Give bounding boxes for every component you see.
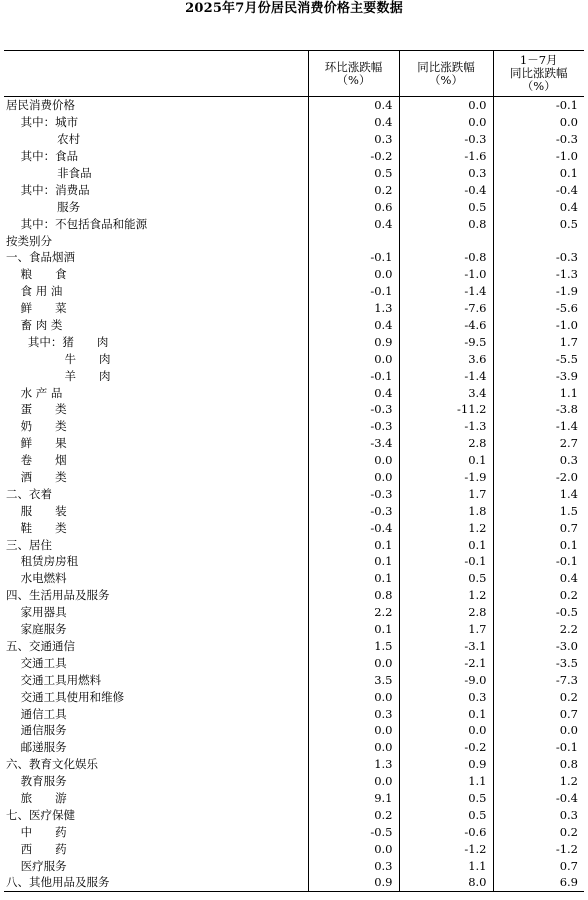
yoy-value: 1.2 — [399, 519, 493, 536]
row-label: 卷 烟 — [6, 453, 67, 468]
table-row — [4, 840, 584, 857]
row-label: 其中：不包括食品和能源 — [6, 216, 148, 231]
table-row — [4, 604, 584, 621]
mom-value: 0.1 — [308, 536, 399, 553]
ytd-value: -0.3 — [493, 131, 584, 148]
yoy-value: -0.8 — [399, 249, 493, 266]
yoy-value: 0.1 — [399, 536, 493, 553]
table-row — [4, 654, 584, 671]
table-row — [4, 266, 584, 283]
yoy-value: 0.3 — [399, 165, 493, 182]
table-row — [4, 621, 584, 638]
yoy-value: 0.0 — [399, 97, 493, 114]
mom-value: 0.5 — [308, 165, 399, 182]
row-label: 羊 肉 — [6, 368, 111, 383]
ytd-value: -0.1 — [493, 553, 584, 570]
mom-value: 0.3 — [308, 857, 399, 874]
mom-value: -0.5 — [308, 823, 399, 840]
mom-value: 0.1 — [308, 621, 399, 638]
ytd-value: 0.8 — [493, 756, 584, 773]
mom-value: 0.2 — [308, 806, 399, 823]
table-row — [4, 587, 584, 604]
yoy-value: 0.1 — [399, 705, 493, 722]
ytd-value: -7.3 — [493, 671, 584, 688]
yoy-value: 2.8 — [399, 604, 493, 621]
row-label: 鞋 类 — [6, 520, 67, 535]
mom-value: -0.2 — [308, 148, 399, 165]
table-row — [4, 181, 584, 198]
yoy-value: -0.2 — [399, 739, 493, 756]
yoy-value: -1.2 — [399, 840, 493, 857]
ytd-value: 0.4 — [493, 570, 584, 587]
row-label: 邮递服务 — [6, 740, 67, 755]
yoy-value: 0.8 — [399, 215, 493, 232]
mom-value: 0.6 — [308, 198, 399, 215]
mom-value: 2.2 — [308, 604, 399, 621]
ytd-value: 0.4 — [493, 198, 584, 215]
yoy-value: 1.7 — [399, 621, 493, 638]
row-label: 其中：城市 — [6, 115, 79, 130]
mom-value: 0.4 — [308, 114, 399, 131]
mom-value: 0.4 — [308, 317, 399, 334]
yoy-value: -1.0 — [399, 266, 493, 283]
yoy-value: 0.9 — [399, 756, 493, 773]
ytd-value — [493, 232, 584, 249]
table-row — [4, 570, 584, 587]
mom-value: 0.1 — [308, 553, 399, 570]
mom-value: 1.5 — [308, 638, 399, 655]
table-row — [4, 671, 584, 688]
ytd-value: 0.2 — [493, 688, 584, 705]
row-label: 其中：猪 肉 — [6, 334, 109, 349]
row-label: 粮 食 — [6, 267, 67, 282]
mom-value: 0.0 — [308, 350, 399, 367]
mom-value: 0.0 — [308, 469, 399, 486]
yoy-value: 1.2 — [399, 587, 493, 604]
yoy-value: 0.5 — [399, 198, 493, 215]
table-row — [4, 790, 584, 807]
table-row — [4, 874, 584, 891]
mom-value: 0.4 — [308, 384, 399, 401]
mom-value: 0.2 — [308, 181, 399, 198]
mom-value: 0.0 — [308, 773, 399, 790]
table-row — [4, 638, 584, 655]
ytd-value: -3.8 — [493, 401, 584, 418]
yoy-value: -9.0 — [399, 671, 493, 688]
row-label: 家庭服务 — [6, 622, 67, 637]
ytd-value: -0.4 — [493, 790, 584, 807]
yoy-value: 0.5 — [399, 570, 493, 587]
mom-value: 0.0 — [308, 840, 399, 857]
table-row — [4, 215, 584, 232]
yoy-value: -1.4 — [399, 367, 493, 384]
mom-value: -0.1 — [308, 367, 399, 384]
table-row — [4, 198, 584, 215]
ytd-value: -1.2 — [493, 840, 584, 857]
yoy-value: 0.0 — [399, 722, 493, 739]
table-row — [4, 435, 584, 452]
row-label: 一、食品烟酒 — [6, 250, 75, 265]
yoy-value: -9.5 — [399, 333, 493, 350]
table-row — [4, 249, 584, 266]
ytd-value: 0.2 — [493, 587, 584, 604]
header-mom: 环比涨跌幅 （%） — [308, 51, 399, 97]
ytd-value: 0.7 — [493, 857, 584, 874]
mom-value: 0.4 — [308, 215, 399, 232]
ytd-value: -0.4 — [493, 181, 584, 198]
table-row — [4, 131, 584, 148]
ytd-value: 0.7 — [493, 519, 584, 536]
row-label: 交通工具用燃料 — [6, 672, 102, 687]
yoy-value — [399, 232, 493, 249]
table-row — [4, 857, 584, 874]
mom-value: 0.0 — [308, 654, 399, 671]
mom-value: -0.1 — [308, 249, 399, 266]
yoy-value: -0.4 — [399, 181, 493, 198]
header-yoy: 同比涨跌幅 （%） — [399, 51, 493, 97]
ytd-value: 1.7 — [493, 333, 584, 350]
mom-value: 0.0 — [308, 739, 399, 756]
row-label: 八、其他用品及服务 — [4, 874, 308, 891]
row-label: 服 装 — [6, 503, 67, 518]
ytd-value: 2.7 — [493, 435, 584, 452]
mom-value: 0.9 — [308, 333, 399, 350]
yoy-value: 1.7 — [399, 485, 493, 502]
table-row — [4, 367, 584, 384]
yoy-value: 0.5 — [399, 806, 493, 823]
mom-value: 0.1 — [308, 570, 399, 587]
mom-value: -0.3 — [308, 485, 399, 502]
row-label: 七、医疗保健 — [6, 807, 75, 822]
mom-value: 0.3 — [308, 705, 399, 722]
cpi-data-table — [4, 50, 584, 892]
yoy-value: 0.1 — [399, 452, 493, 469]
row-label: 居民消费价格 — [6, 98, 75, 113]
table-row — [4, 469, 584, 486]
ytd-value: -0.5 — [493, 604, 584, 621]
ytd-value: 0.1 — [493, 165, 584, 182]
table-row — [4, 485, 584, 502]
row-label: 三、居住 — [6, 537, 52, 552]
ytd-value: -5.5 — [493, 350, 584, 367]
table-row — [4, 773, 584, 790]
row-label: 五、交通通信 — [6, 638, 75, 653]
row-label: 家用器具 — [6, 605, 67, 620]
ytd-value: 0.3 — [493, 452, 584, 469]
yoy-value: 8.0 — [399, 874, 493, 891]
ytd-value: 0.2 — [493, 823, 584, 840]
yoy-value: 1.1 — [399, 857, 493, 874]
mom-value: 0.0 — [308, 688, 399, 705]
row-label: 二、衣着 — [6, 486, 52, 501]
yoy-value: -0.3 — [399, 131, 493, 148]
table-row — [4, 317, 584, 334]
ytd-value: 1.4 — [493, 485, 584, 502]
row-label: 食 用 油 — [6, 284, 63, 299]
yoy-value: 0.5 — [399, 790, 493, 807]
ytd-value: -3.9 — [493, 367, 584, 384]
row-label: 非食品 — [6, 166, 92, 180]
row-label: 教育服务 — [6, 774, 67, 789]
yoy-value: -4.6 — [399, 317, 493, 334]
ytd-value: 6.9 — [493, 874, 584, 891]
ytd-value: -5.6 — [493, 300, 584, 317]
mom-value: 0.9 — [308, 874, 399, 891]
ytd-value: -0.3 — [493, 249, 584, 266]
mom-value: 0.8 — [308, 587, 399, 604]
yoy-value: -0.1 — [399, 553, 493, 570]
row-label: 租赁房房租 — [6, 554, 79, 569]
yoy-value: -1.9 — [399, 469, 493, 486]
mom-value: 0.4 — [308, 97, 399, 114]
mom-value: -0.3 — [308, 418, 399, 435]
yoy-value: 3.6 — [399, 350, 493, 367]
ytd-value: -3.0 — [493, 638, 584, 655]
row-label: 西 药 — [6, 841, 67, 856]
row-label: 蛋 类 — [6, 402, 67, 417]
table-row — [4, 452, 584, 469]
row-label: 鲜 果 — [6, 436, 67, 451]
yoy-value: -7.6 — [399, 300, 493, 317]
row-label: 其中：食品 — [6, 149, 79, 164]
table-row — [4, 401, 584, 418]
row-label: 旅 游 — [6, 790, 67, 805]
mom-value: 3.5 — [308, 671, 399, 688]
ytd-value: 1.1 — [493, 384, 584, 401]
mom-value: -0.3 — [308, 502, 399, 519]
table-row — [4, 823, 584, 840]
table-row — [4, 114, 584, 131]
table-row — [4, 418, 584, 435]
yoy-value: -3.1 — [399, 638, 493, 655]
table-header — [4, 51, 584, 97]
ytd-value: -3.5 — [493, 654, 584, 671]
row-label: 畜 肉 类 — [6, 318, 63, 333]
ytd-value: 1.2 — [493, 773, 584, 790]
yoy-value: -11.2 — [399, 401, 493, 418]
table-row — [4, 232, 584, 249]
mom-value: -0.4 — [308, 519, 399, 536]
row-label: 水 产 品 — [6, 385, 63, 400]
ytd-value: 1.5 — [493, 502, 584, 519]
mom-value: 9.1 — [308, 790, 399, 807]
yoy-value: 3.4 — [399, 384, 493, 401]
yoy-value: 0.3 — [399, 688, 493, 705]
ytd-value: 0.0 — [493, 114, 584, 131]
row-label: 四、生活用品及服务 — [6, 588, 110, 603]
row-label: 奶 类 — [6, 419, 67, 434]
yoy-value: -1.3 — [399, 418, 493, 435]
row-label: 六、教育文化娱乐 — [6, 757, 98, 772]
mom-value: 0.0 — [308, 266, 399, 283]
table-row — [4, 722, 584, 739]
table-row — [4, 739, 584, 756]
ytd-value: 0.1 — [493, 536, 584, 553]
table-row — [4, 333, 584, 350]
mom-value — [308, 232, 399, 249]
row-label: 水电燃料 — [6, 571, 67, 586]
yoy-value: 1.8 — [399, 502, 493, 519]
table-row — [4, 148, 584, 165]
table-body — [4, 97, 584, 892]
table-row — [4, 553, 584, 570]
header-ytd: 1－7月 同比涨跌幅 （%） — [493, 51, 584, 97]
row-label: 酒 类 — [6, 470, 67, 485]
ytd-value: -0.1 — [493, 97, 584, 114]
yoy-value: -1.6 — [399, 148, 493, 165]
row-label: 其中：消费品 — [6, 182, 90, 197]
page-title: 2025年7月份居民消费价格主要数据 — [185, 1, 403, 16]
table-row — [4, 300, 584, 317]
ytd-value: -1.4 — [493, 418, 584, 435]
ytd-value: -1.3 — [493, 266, 584, 283]
row-label: 农村 — [6, 132, 81, 147]
row-label: 牛 肉 — [6, 351, 111, 366]
ytd-value: -0.1 — [493, 739, 584, 756]
ytd-value: 0.0 — [493, 722, 584, 739]
table-row — [4, 384, 584, 401]
yoy-value: 1.1 — [399, 773, 493, 790]
mom-value: 1.3 — [308, 756, 399, 773]
table-row — [4, 97, 584, 114]
mom-value: 0.3 — [308, 131, 399, 148]
ytd-value: 2.2 — [493, 621, 584, 638]
mom-value: 0.0 — [308, 722, 399, 739]
row-label: 通信服务 — [6, 723, 67, 738]
yoy-value: 0.0 — [399, 114, 493, 131]
row-label: 服务 — [6, 199, 81, 214]
ytd-value: 0.5 — [493, 215, 584, 232]
row-label: 通信工具 — [6, 706, 67, 721]
mom-value: -0.3 — [308, 401, 399, 418]
row-label: 交通工具 — [6, 655, 67, 670]
table-row — [4, 283, 584, 300]
table-row — [4, 756, 584, 773]
table-row — [4, 705, 584, 722]
yoy-value: -0.6 — [399, 823, 493, 840]
header-item — [4, 51, 308, 97]
row-label: 按类别分 — [6, 233, 52, 248]
mom-value: 0.0 — [308, 452, 399, 469]
ytd-value: -1.0 — [493, 317, 584, 334]
mom-value: -0.1 — [308, 283, 399, 300]
yoy-value: -1.4 — [399, 283, 493, 300]
table-row — [4, 806, 584, 823]
row-label: 鲜 菜 — [6, 301, 67, 316]
table-row — [4, 350, 584, 367]
mom-value: 1.3 — [308, 300, 399, 317]
ytd-value: -1.9 — [493, 283, 584, 300]
table-row — [4, 536, 584, 553]
yoy-value: -2.1 — [399, 654, 493, 671]
yoy-value: 2.8 — [399, 435, 493, 452]
table-row — [4, 502, 584, 519]
ytd-value: 0.7 — [493, 705, 584, 722]
table-row — [4, 519, 584, 536]
ytd-value: -2.0 — [493, 469, 584, 486]
row-label: 交通工具使用和维修 — [6, 689, 125, 704]
row-label: 中 药 — [6, 824, 67, 839]
table-row — [4, 165, 584, 182]
ytd-value: 0.3 — [493, 806, 584, 823]
mom-value: -3.4 — [308, 435, 399, 452]
row-label: 医疗服务 — [6, 858, 67, 873]
table-row — [4, 688, 584, 705]
ytd-value: -1.0 — [493, 148, 584, 165]
